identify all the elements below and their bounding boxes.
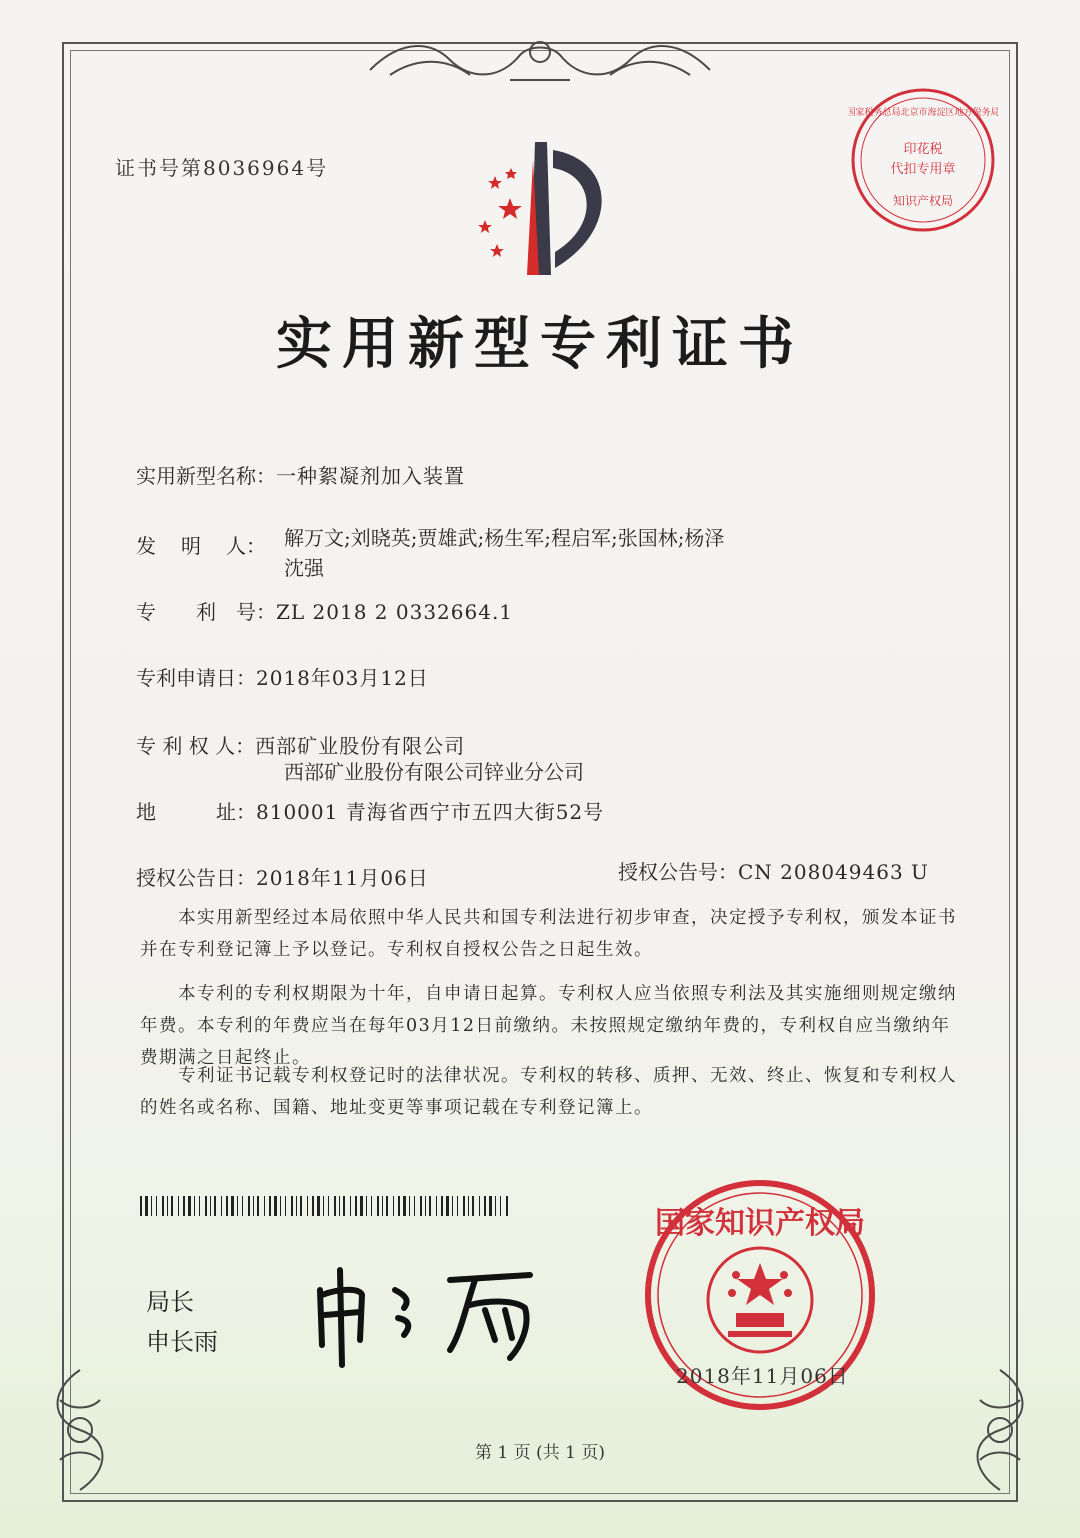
utility-model-name-label: 实用新型名称： bbox=[136, 464, 276, 488]
inventors-line-1: 解万文;刘晓英;贾雄武;杨生军;程启军;张国林;杨泽 bbox=[284, 526, 725, 550]
patentee-row bbox=[136, 730, 465, 759]
grant-number-label: 授权公告号： bbox=[618, 860, 738, 884]
tax-stamp-seal bbox=[848, 85, 998, 235]
inventor-label bbox=[136, 530, 266, 559]
address-value: 810001 青海省西宁市五四大街52号 bbox=[256, 800, 605, 824]
director-title: 局长 bbox=[146, 1288, 194, 1316]
certificate-title: 实用新型专利证书 bbox=[276, 311, 804, 377]
filing-date-label: 专利申请日： bbox=[136, 666, 256, 690]
svg-text:印花税: 印花税 bbox=[903, 142, 943, 157]
grant-number-row bbox=[618, 856, 929, 885]
inventors-line-2: 沈强 bbox=[284, 556, 324, 580]
inventor-label-char-1: 发 bbox=[136, 534, 156, 558]
address-row bbox=[136, 796, 604, 825]
paragraph-term-fees: 本专利的专利权期限为十年，自申请日起算。专利权人应当依照专利法及其实施细则规定缴纳年费。本专利的年费应当在每年03月12日前缴纳。未按照规定缴纳年费的，专利权自应当缴纳年费期满之日起终止。 bbox=[140, 984, 957, 1068]
patent-number-value: ZL 2018 2 0332664.1 bbox=[276, 600, 514, 624]
director-name: 申长雨 bbox=[146, 1328, 218, 1356]
utility-model-name-value: 一种絮凝剂加入装置 bbox=[276, 464, 465, 488]
patentee-line-1: 西部矿业股份有限公司 bbox=[255, 734, 466, 758]
certificate-number: 证书号第8036964号 bbox=[115, 156, 329, 180]
svg-text:国家税务总局北京市海淀区地方税务局: 国家税务总局北京市海淀区地方税务局 bbox=[848, 108, 998, 118]
patent-office-emblem-icon bbox=[455, 140, 625, 280]
inventor-label-char-3: 人： bbox=[226, 534, 266, 558]
svg-text:代扣专用章: 代扣专用章 bbox=[890, 162, 956, 177]
grant-number-value: CN 208049463 U bbox=[738, 860, 929, 884]
paragraph-grant-statement: 本实用新型经过本局依照中华人民共和国专利法进行初步审查，决定授予专利权，颁发本证书并在专利登记簿上予以登记。专利权自授权公告之日起生效。 bbox=[140, 908, 957, 960]
filing-date-row bbox=[136, 662, 429, 691]
paragraph-legal-status: 专利证书记载专利权登记时的法律状况。专利权的转移、质押、无效、终止、恢复和专利权人的姓名或名称、国籍、地址变更等事项记载在专利登记簿上。 bbox=[140, 1066, 957, 1118]
inventor-label-char-2: 明 bbox=[181, 534, 201, 558]
grant-date-label: 授权公告日： bbox=[136, 866, 256, 890]
director-signature-icon bbox=[300, 1250, 560, 1370]
svg-text:知识产权局: 知识产权局 bbox=[892, 194, 954, 208]
bottom-right-ornament-icon bbox=[960, 1360, 1040, 1500]
svg-text:国家知识产权局: 国家知识产权局 bbox=[655, 1206, 865, 1241]
patent-number-row bbox=[136, 596, 513, 625]
patent-number-label: 专 利 号： bbox=[136, 600, 276, 624]
filing-date-value: 2018年03月12日 bbox=[256, 666, 429, 690]
barcode-icon bbox=[140, 1196, 510, 1216]
page-number: 第 1 页 (共 1 页) bbox=[475, 1443, 605, 1463]
grant-date-value: 2018年11月06日 bbox=[256, 866, 429, 890]
bottom-left-ornament-icon bbox=[40, 1360, 120, 1500]
seal-date: 2018年11月06日 bbox=[676, 1364, 849, 1388]
address-label: 地 址： bbox=[136, 800, 256, 824]
utility-model-name-row bbox=[136, 460, 465, 489]
patentee-line-2: 西部矿业股份有限公司锌业分公司 bbox=[284, 760, 584, 784]
top-ornament-icon bbox=[360, 30, 720, 90]
grant-date-row bbox=[136, 862, 429, 891]
patentee-label: 专 利 权 人： bbox=[136, 734, 256, 758]
